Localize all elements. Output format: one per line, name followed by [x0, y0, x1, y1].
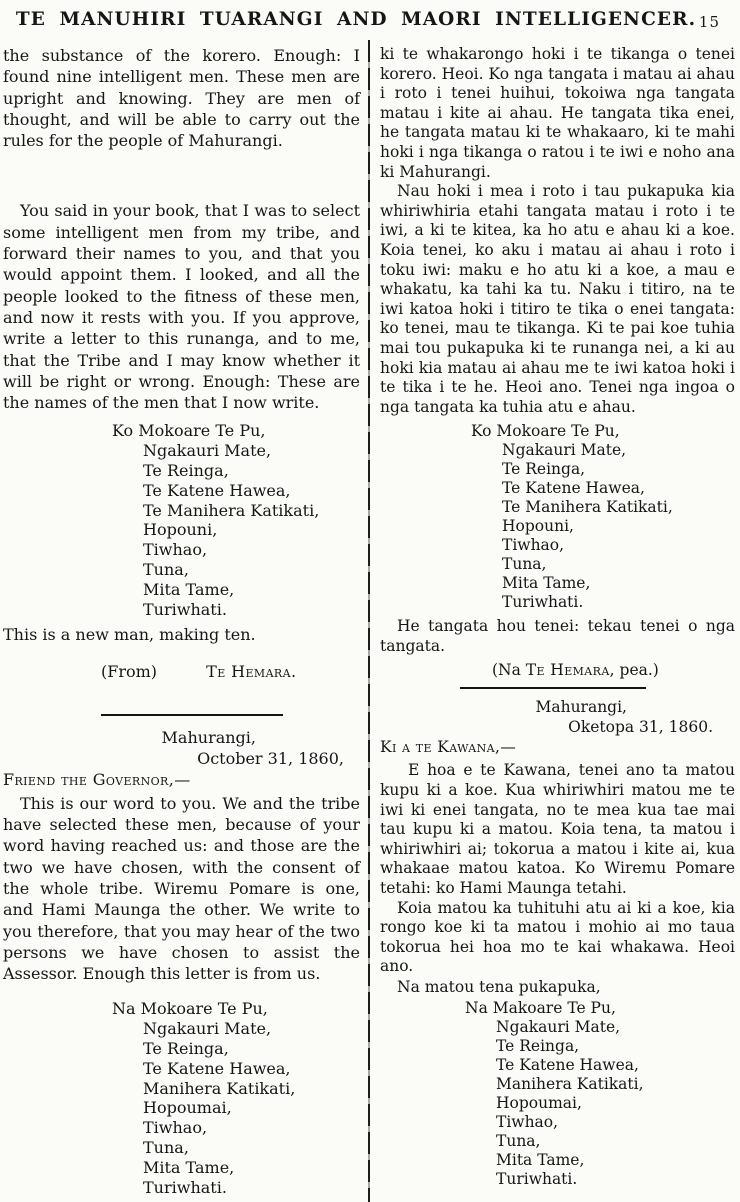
signatory-name: Ngakauri Mate,	[143, 1019, 272, 1039]
page-header	[0, 0, 740, 40]
signatory-name: Ngakauri Mate,	[143, 441, 272, 461]
signatory-list	[112, 421, 360, 619]
signature-name: Te Hemara.	[206, 661, 297, 681]
signatory-name: Tuna,	[496, 1132, 541, 1150]
note-line: This is a new man, making ten.	[3, 625, 256, 645]
paragraph: This is our word to you. We and the tribe have selected these men, because of your word having reached us: and those are the two we have chosen, with the consent of the whole tribe. Wiremu Pomare is one, and Hami Maunga the other. We write to you therefore, that you may hear of the two persons we have chosen to assist the Assessor. Enough this letter is from us.	[3, 793, 360, 984]
salutation: Friend the Governor,—	[3, 769, 191, 789]
left-column	[0, 40, 368, 1202]
signatory-name: Ko Mokoare Te Pu,	[471, 422, 620, 441]
signatory-name: Turiwhati.	[496, 1170, 578, 1188]
paragraph-continuation: ki te whakarongo hoki i te tikanga o tenei korero. Heoi. Ko nga tangata i matau ai ahau i roto i tenei huihui, tokoiwa nga tangata matau i kite ai ahau. He tangata tika enei, he tangata matau ki te whakaaro, ki te mahi hoki i nga tikanga o ratou i te iwi e noho ana ki Mahurangi.	[380, 45, 735, 181]
paragraph: E hoa e te Kawana, tenei ano ta matou kupu ki a koe. Kua whiriwhiri matou me te iwi ki enei tangata, no te mea kua tae mai tau kupu ki a matou. Koia tena, ta matou i whiriwhiri ai; tokorua a matou i kite ai, kua whakaae matou katoa. Ko Wiremu Pomare tetahi: ko Hami Maunga tetahi.	[380, 761, 735, 898]
signatory-name: Te Reinga,	[143, 1038, 229, 1058]
signatory-name: Te Manihera Katikati,	[502, 498, 673, 517]
signatory-name: Tuna,	[143, 560, 189, 580]
signatory-name: Ko Mokoare Te Pu,	[112, 421, 266, 441]
signatory-name: Na Mokoare Te Pu,	[112, 999, 268, 1019]
signatory-name: Mita Tame,	[143, 1157, 235, 1177]
signatory-list	[465, 999, 735, 1189]
signatory-list	[471, 422, 735, 612]
from-label: (From)	[101, 661, 158, 681]
signatory-name: Mita Tame,	[496, 1151, 585, 1169]
signatory-name: Hopoumai,	[496, 1094, 582, 1112]
signatory-name: Tuna,	[143, 1137, 189, 1157]
closing-line: Na matou tena pukapuka,	[397, 978, 601, 996]
paragraph: Nau hoki i mea i roto i tau pukapuka kia whiriwhiria etahi tangata matau i roto i te iwi, a ki te kitea, ka ho atu e ahau ki a koe. Koia tenei, ko aku i matau ai ahau i roto i toku iwi: maku e ho atu ki a koe, a mau e whakatu, ka tahi ka tu. Naku i titiro, na te iwi katoa hoki i titiro te tika o enei tangata: ko tenei, mau te tikanga. Ki te pai koe tuhia mai tou pukapuka ki te runanga nei, a ki au hoki kia matau ai ahau me te iwi katoa hoki i te tika i te he. Heoi ano. Tenei nga ingoa o nga tangata ka tuhia atu e ahau.	[380, 182, 735, 416]
paragraph: Koia matou ka tuhituhi atu ai ki a koe, kia rongo koe ki ta matou i mohio ai mo taua tokorua hei hoa mo te kai whakawa. Heoi ano.	[380, 898, 735, 976]
signatory-name: Tiwhao,	[496, 1113, 559, 1131]
signatory-name: Te Reinga,	[143, 461, 229, 481]
signatory-name: Tuna,	[502, 555, 547, 574]
section-divider-rule	[101, 714, 283, 716]
signature-prefix: (Na	[492, 661, 526, 680]
signatory-name: Tiwhao,	[502, 536, 565, 555]
signatory-name: Turiwhati.	[502, 593, 584, 612]
signature-line	[380, 660, 735, 680]
signatory-name: Te Manihera Katikati,	[143, 500, 320, 520]
right-column	[370, 40, 740, 1202]
signatory-name: Tiwhao,	[143, 540, 208, 560]
signatory-name: Te Katene Hawea,	[143, 1058, 291, 1078]
signatory-name: Te Katene Hawea,	[496, 1056, 639, 1074]
signatory-name: Tiwhao,	[143, 1118, 208, 1138]
signatory-name: Mita Tame,	[502, 574, 591, 593]
signatory-name: Mita Tame,	[143, 579, 235, 599]
signatory-name: Hopouni,	[143, 520, 218, 540]
newspaper-title: TE MANUHIRI TUARANGI AND MAORI INTELLIGENCER.	[15, 9, 697, 30]
signatory-name: Manihera Katikati,	[143, 1078, 296, 1098]
signatory-name: Ngakauri Mate,	[496, 1018, 621, 1036]
signatory-list	[112, 999, 360, 1197]
dateline-date: Oketopa 31, 1860.	[568, 718, 713, 737]
dateline-place: Mahurangi,	[535, 698, 627, 717]
signature-name: Te Hemara	[525, 661, 610, 680]
signature-suffix: , pea.)	[609, 661, 659, 680]
signatory-name: Turiwhati.	[143, 599, 227, 619]
salutation: Ki a te Kawana,—	[380, 738, 517, 757]
section-divider-rule	[460, 687, 646, 689]
signatory-name: Hopoumai,	[143, 1098, 232, 1118]
signatory-name: Te Katene Hawea,	[502, 479, 645, 498]
signatory-name: Manihera Katikati,	[496, 1075, 644, 1093]
signatory-name: Te Reinga,	[502, 460, 586, 479]
dateline-place: Mahurangi,	[161, 727, 256, 747]
paragraph-continuation: the substance of the korero. Enough: I found nine intelligent men. These men are upright and knowing. They are men of thought, and will be able to carry out the rules for the people of Mahurangi.	[3, 46, 360, 151]
signature-line	[3, 661, 360, 682]
signatory-name: Turiwhati.	[143, 1177, 227, 1197]
signatory-name: Na Makoare Te Pu,	[465, 999, 616, 1017]
signatory-name: Ngakauri Mate,	[502, 441, 627, 460]
signatory-name: Te Katene Hawea,	[143, 480, 291, 500]
note-line: He tangata hou tenei: tekau tenei o nga tangata.	[380, 617, 735, 655]
dateline-date: October 31, 1860,	[197, 748, 344, 768]
page-number: 15	[698, 13, 720, 31]
signatory-name: Te Reinga,	[496, 1037, 580, 1055]
signatory-name: Hopouni,	[502, 517, 574, 536]
paragraph: You said in your book, that I was to select some intelligent men from my tribe, and forward their names to you, and that you would appoint them. I looked, and all the people looked to the fitness of these men, and now it rests with you. If you approve, write a letter to this runanga, and to me, that the Tribe and I may know whether it will be right or wrong. Enough: These are the names of the men that I now write.	[3, 201, 360, 413]
two-column-body	[0, 40, 740, 1202]
